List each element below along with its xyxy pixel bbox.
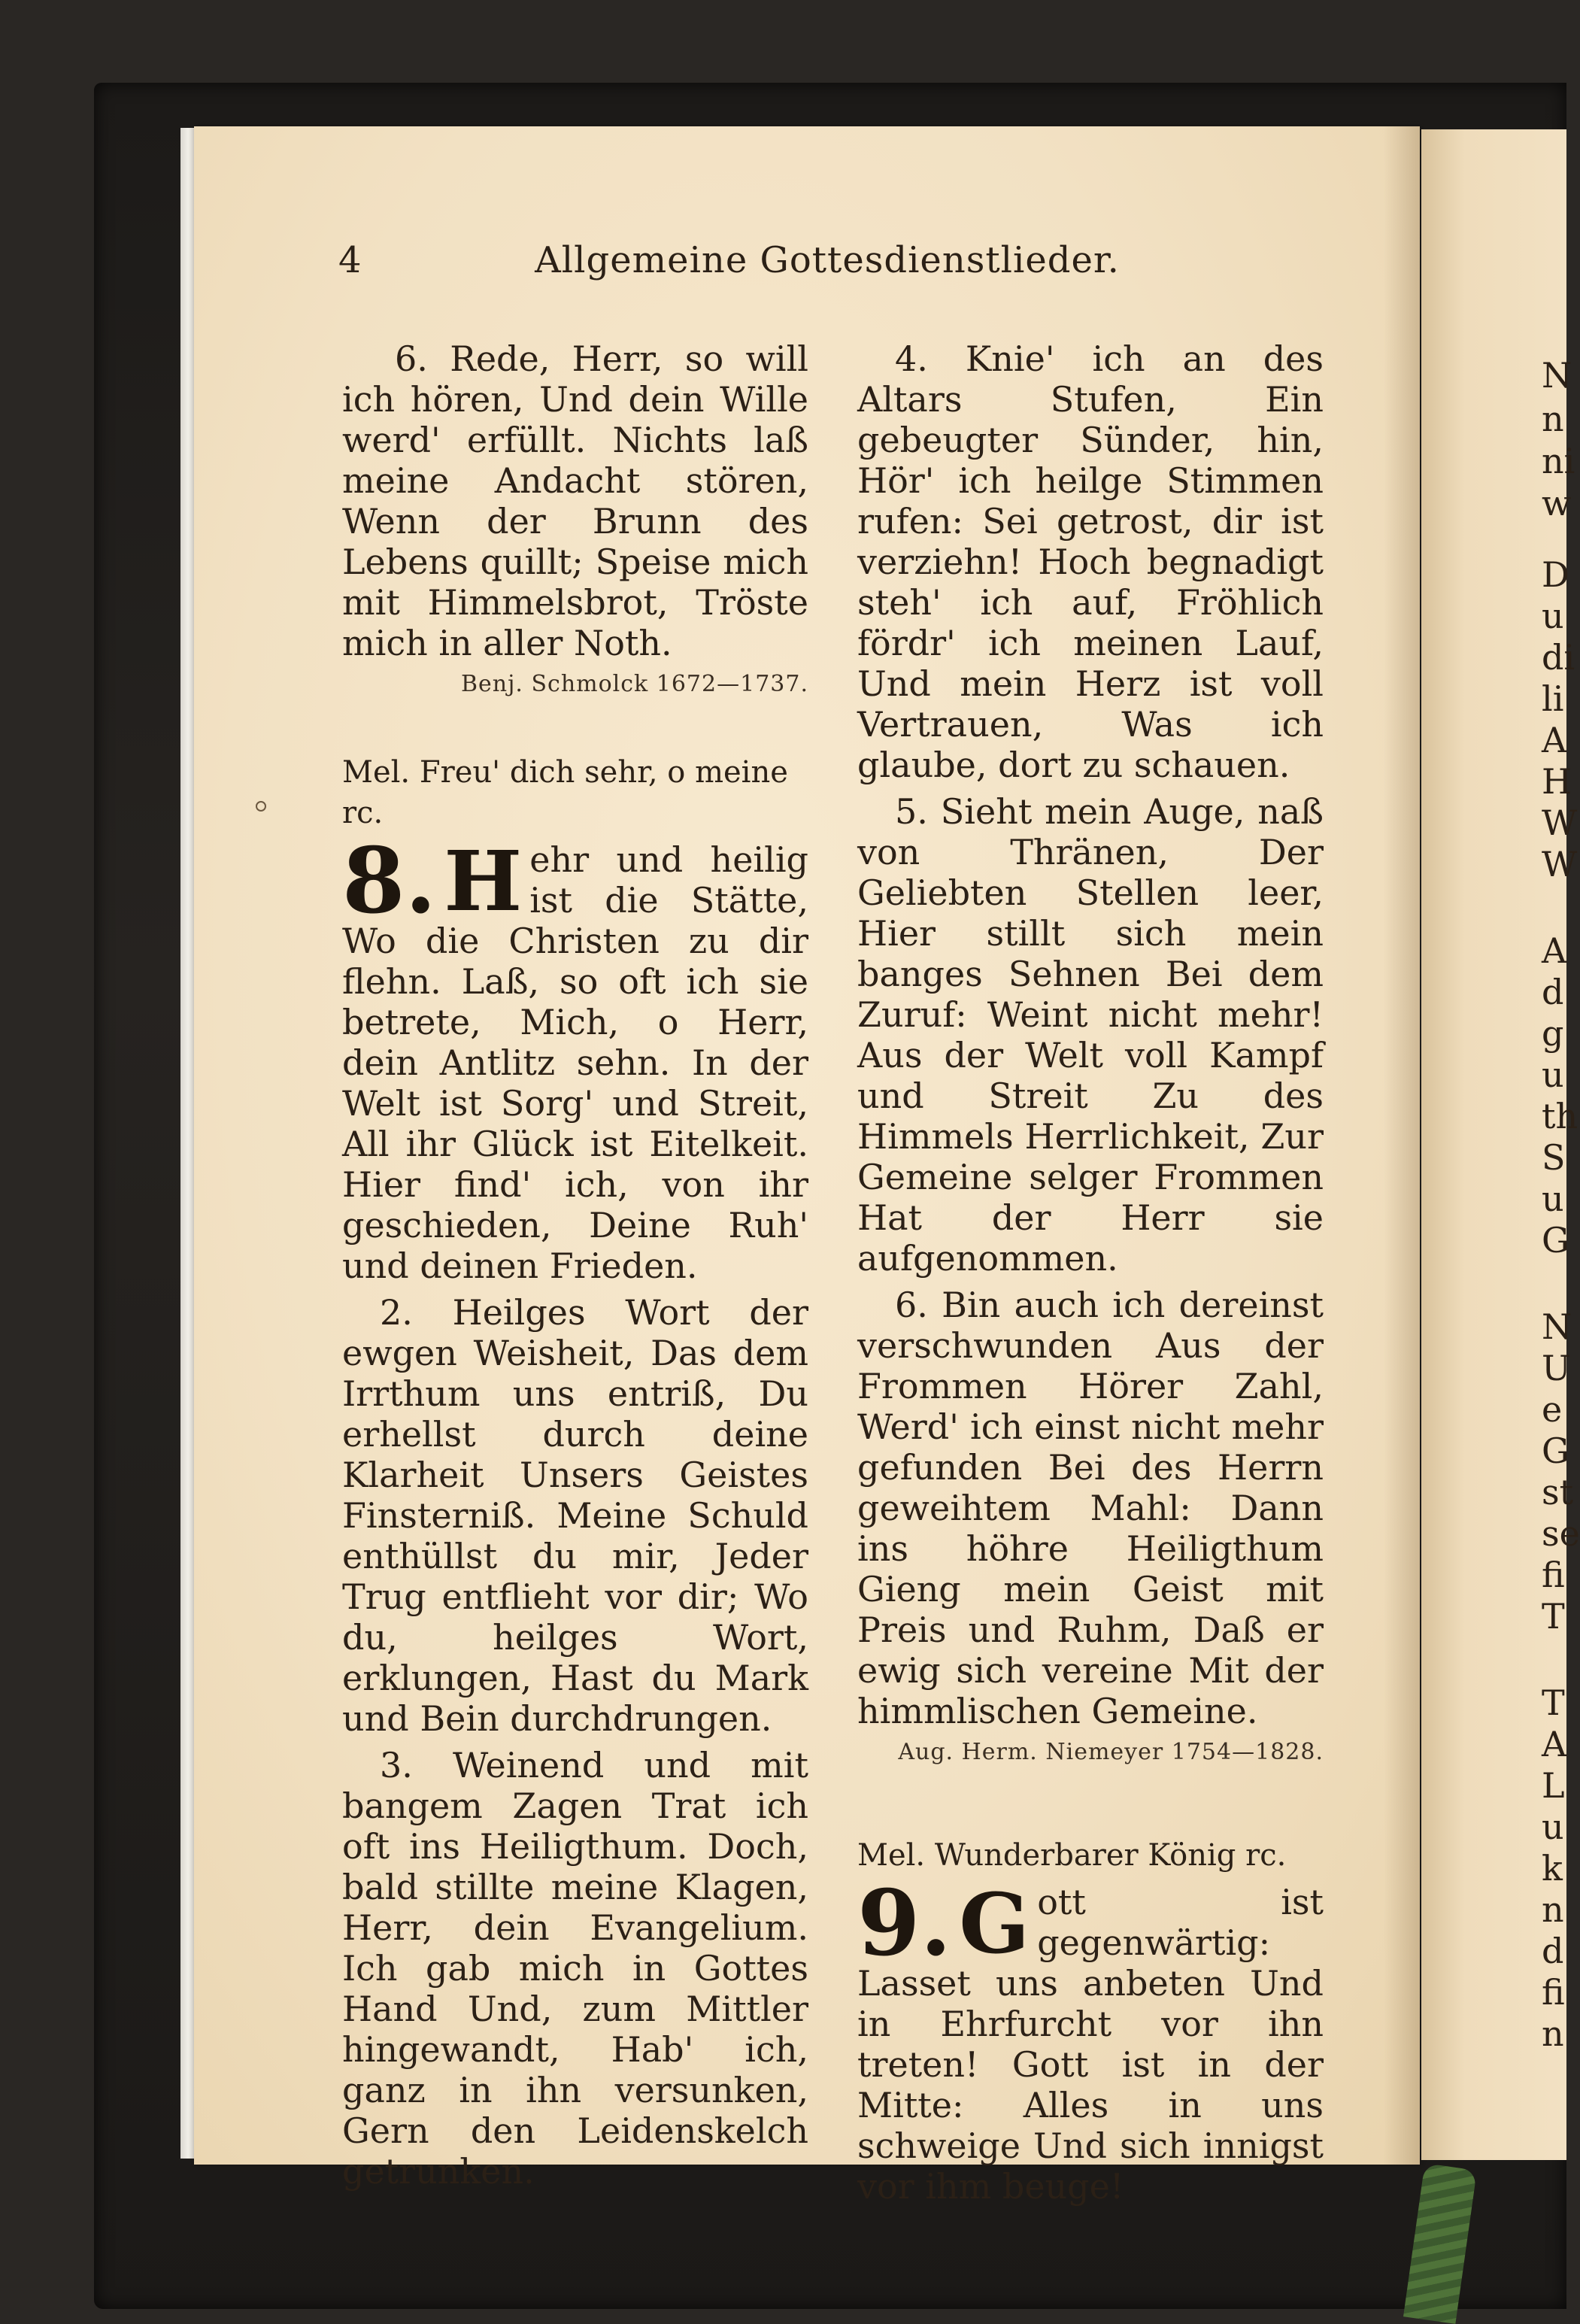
hymn8-stanza-6: 6. Bin auch ich dereinst verschwunden Aus der Frommen Hörer Zahl, Werd' ich einst nicht mehr gefunden Bei des Herrn geweihtem Mahl: Dann ins höhre Heiligthum Gieng mein Geist mit Preis und Ruhm, Daß er ewig sich vereine Mit der himmlischen Gemeine. <box>857 1285 1324 1731</box>
facing-page-fragment: N <box>1542 355 1572 396</box>
facing-page <box>1421 129 1580 2160</box>
running-title: Allgemeine Gottesdienstlieder. <box>535 239 1120 281</box>
facing-page-fragment: W <box>1542 802 1578 843</box>
facing-page-fragment: k <box>1542 1848 1563 1889</box>
page-number: 4 <box>338 239 362 281</box>
facing-page-fragment: u <box>1542 1807 1564 1847</box>
facing-page-fragment: w <box>1542 483 1572 523</box>
hymn8-number: 8. <box>342 828 437 934</box>
facing-page-fragment: L <box>1542 1765 1565 1806</box>
hymn7-author: Benj. Schmolck 1672—1737. <box>460 671 808 697</box>
facing-page-fragment: e <box>1542 1389 1563 1430</box>
page-gutter-shadow <box>1384 126 1420 2165</box>
page-stack-edge <box>180 128 196 2159</box>
facing-page-fragment: n <box>1542 1889 1564 1930</box>
hymn8-author: Aug. Herm. Niemeyer 1754—1828. <box>898 1739 1324 1765</box>
facing-page-fragment: g <box>1542 1013 1564 1054</box>
facing-page-fragment: n <box>1542 399 1564 439</box>
facing-page-fragment: fi <box>1542 1555 1565 1595</box>
hymn8-stanza-5: 5. Sieht mein Auge, naß von Thränen, Der Geliebten Stellen leer, Hier stillt sich mein banges Sehnen Bei dem Zuruf: Weint nicht mehr! Aus der Welt voll Kampf und Streit Zu des Himmels Herrlichkeit, Zur Gemeine selger Frommen Hat der Herr sie aufgenommen. <box>857 791 1324 1279</box>
facing-page-fragment: G <box>1542 1431 1569 1471</box>
facing-page-fragment: A <box>1542 930 1567 971</box>
facing-page-fragment: u <box>1542 596 1564 636</box>
facing-page-fragment: G <box>1542 1220 1569 1261</box>
facing-page-fragment: st <box>1542 1472 1574 1512</box>
facing-page-fragment: se <box>1542 1513 1580 1554</box>
hymn9-stanza-1 <box>857 1870 1324 2207</box>
hymn8-stanza-2: 2. Heilges Wort der ewgen Weisheit, Das dem Irrthum uns entriß, Du erhellst durch deine Klarheit Unsers Geistes Finsterniß. Meine Schuld enthüllst du mir, Jeder Trug entflieht vor dir; Wo du, heilges Wort, erklungen, Hast du Mark und Bein durchdrungen. <box>342 1292 808 1739</box>
hymn8-stanza-3: 3. Weinend und mit bangem Zagen Trat ich oft ins Heiligthum. Doch, bald stillte meine Klagen, Herr, dein Evangelium. Ich gab mich in Gottes Hand Und, zum Mittler hingewandt, Hab' ich, ganz in ihn versunken, Gern den Leidenskelch getrunken. <box>342 1745 808 2192</box>
right-column <box>857 338 1324 2213</box>
hymn9-melody: Mel. Wunderbarer König rc. <box>857 1838 1287 1873</box>
facing-page-fragment: u <box>1542 1054 1564 1095</box>
facing-page-fragment: N <box>1542 1306 1572 1347</box>
facing-page-fragment: u <box>1542 1179 1564 1219</box>
facing-page-fragment: U <box>1542 1348 1571 1388</box>
facing-page-fragment: ni <box>1542 441 1575 481</box>
hymn9-number: 9. <box>857 1870 952 1977</box>
left-column <box>342 338 808 2198</box>
facing-page-fragment: fi <box>1542 1972 1565 2013</box>
facing-page-fragment: d <box>1542 972 1564 1012</box>
facing-page-fragment: T <box>1542 1682 1565 1723</box>
facing-page-fragment: di <box>1542 637 1575 678</box>
margin-ring-mark <box>256 801 266 812</box>
facing-page-fragment: W <box>1542 844 1578 884</box>
hymn8-melody: Mel. Freu' dich sehr, o meine rc. <box>342 755 788 830</box>
hymn9-initial: G <box>959 1875 1030 1972</box>
hymn7-stanza-6: 6. Rede, Herr, so will ich hören, Und dein Wille werd' erfüllt. Nichts laß meine Andacht stören, Wenn der Brunn des Lebens quillt; Speise mich mit Himmelsbrot, Tröste mich in aller Noth. <box>342 338 808 663</box>
facing-page-fragment: d <box>1542 1931 1564 1971</box>
hymn8-initial: H <box>444 833 523 930</box>
facing-page-fragment: li <box>1542 678 1564 719</box>
facing-page-fragment: H <box>1542 761 1572 802</box>
facing-page-fragment: th <box>1542 1096 1578 1136</box>
facing-page-fragment: A <box>1542 720 1567 760</box>
hymn8-stanza-4: 4. Knie' ich an des Altars Stufen, Ein gebeugter Sünder, hin, Hör' ich heilge Stimmen rufen: Sei getrost, dir ist verziehn! Hoch begnadigt steh' ich auf, Fröhlich fördr' ich meinen Lauf, Und mein Herz ist voll Vertrauen, Was ich glaube, dort zu schauen. <box>857 338 1324 785</box>
facing-page-fragment: n <box>1542 2013 1564 2054</box>
hymn8-stanza-1 <box>342 828 808 1286</box>
hymn9-stanza-1-text: ott ist gegenwärtig: Lasset uns anbeten Und in Ehrfurcht vor ihn treten! Gott ist in der Mitte: Alles in uns schweige Und sich innigst vor ihm beuge! <box>857 1882 1324 2207</box>
facing-page-fragment: T <box>1542 1596 1565 1637</box>
facing-page-fragment: A <box>1542 1724 1567 1764</box>
hymn8-stanza-1-text: ehr und heilig ist die Stätte, Wo die Christen zu dir flehn. Laß, so oft ich sie betrete, Mich, o Herr, dein Antlitz sehn. In der Welt ist Sorg' und Streit, All ihr Glück ist Eitelkeit. Hier find' ich, von ihr geschieden, Deine Ruh' und deinen Frieden. <box>342 839 808 1286</box>
facing-page-fragment: D <box>1542 554 1569 595</box>
facing-page-fragment: S <box>1542 1137 1566 1178</box>
